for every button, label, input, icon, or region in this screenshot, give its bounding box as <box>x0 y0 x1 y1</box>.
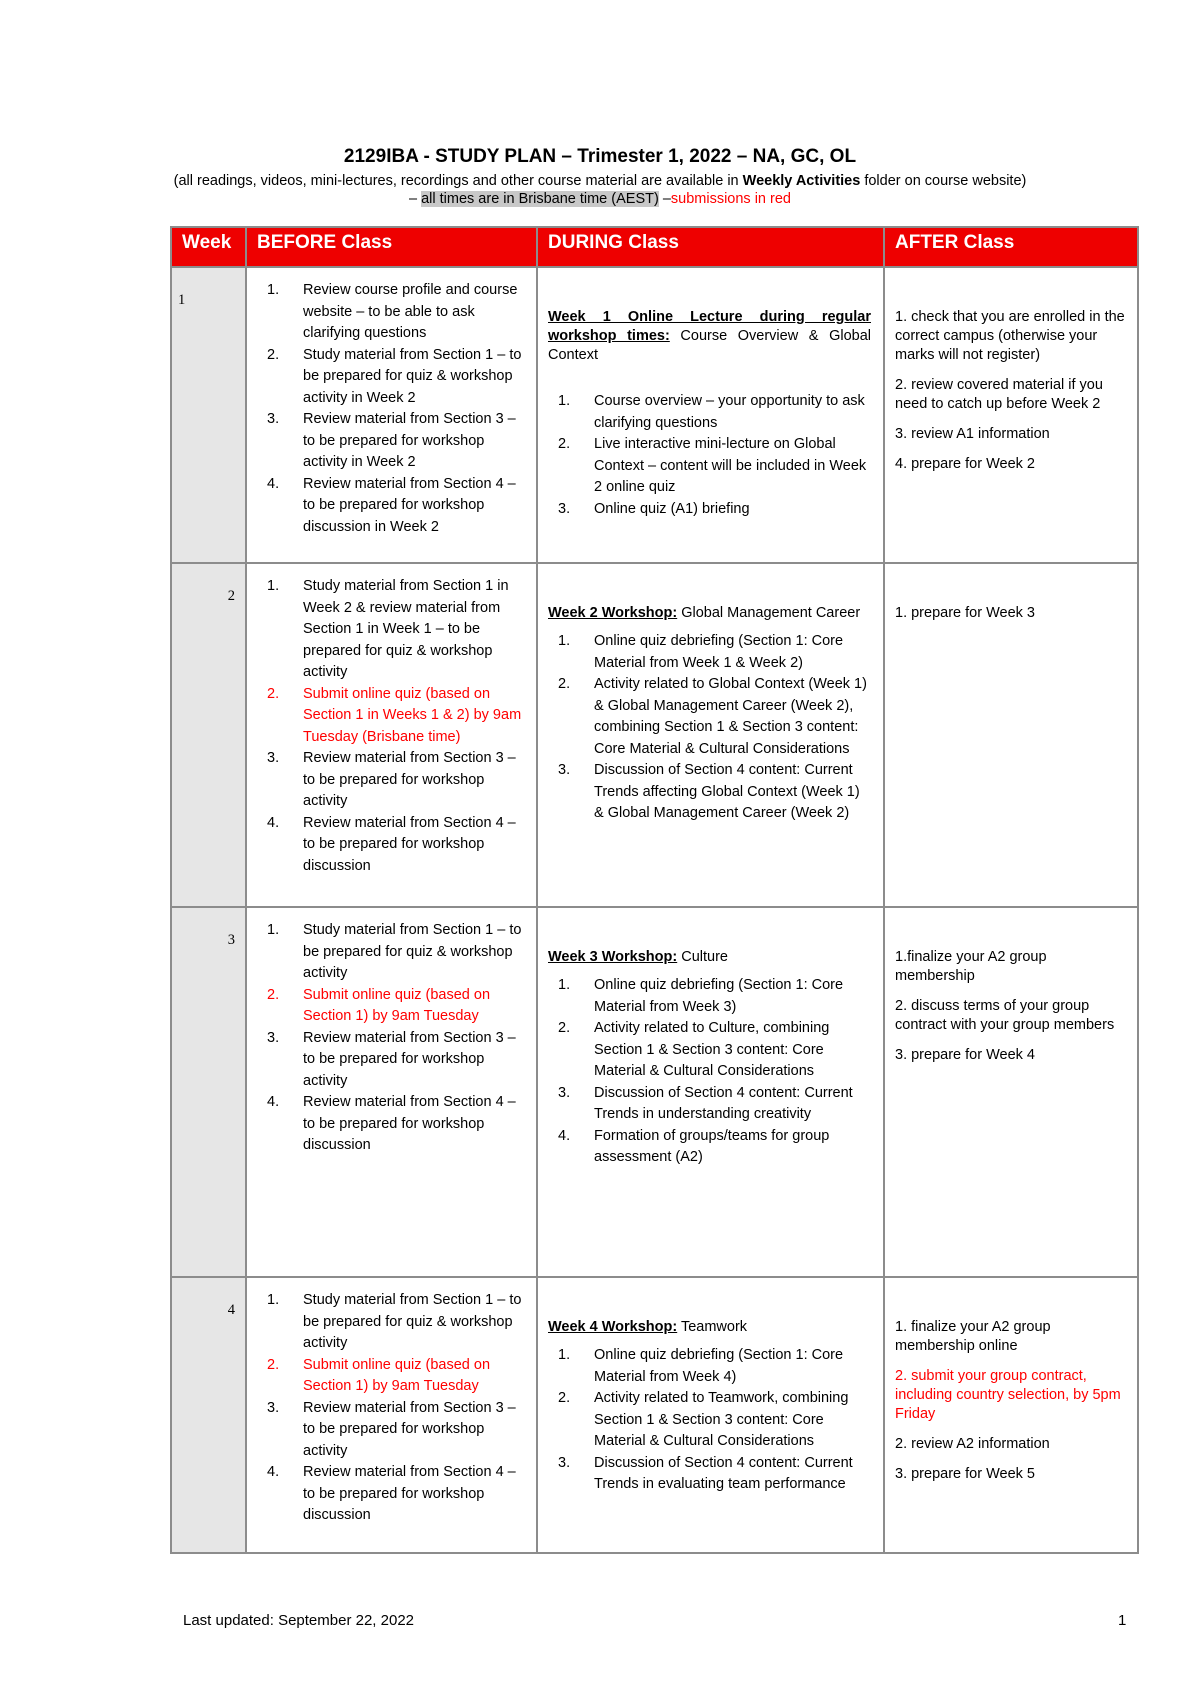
list-item-number: 1. <box>558 977 571 993</box>
list-item-text: Review material from Section 3 – to be prepared for workshop activity <box>303 1029 516 1089</box>
list-item <box>257 920 524 985</box>
week-number: 4 <box>227 1302 235 1318</box>
during-class-list <box>548 391 871 520</box>
list-item <box>257 1355 524 1398</box>
list-item-text: Discussion of Section 4 content: Current Trends affecting Global Context (Week 1) & Global Management Career (Week 2) <box>594 762 860 821</box>
list-item-number: 4. <box>267 814 280 831</box>
list-item-number: 3. <box>558 1454 571 1471</box>
list-item-text: Discussion of Section 4 content: Current Trends in evaluating team performance <box>594 1454 853 1492</box>
list-item <box>257 985 524 1028</box>
during-class-list <box>548 1345 871 1496</box>
session-topic: Teamwork <box>677 1319 748 1335</box>
list-item <box>257 345 524 410</box>
list-item-number: 2. <box>558 1390 571 1406</box>
after-class-item: 2. review A2 information <box>895 1436 1050 1452</box>
list-item <box>548 1388 871 1453</box>
list-item-number: 3. <box>267 1029 280 1046</box>
after-class-item: 1. prepare for Week 3 <box>895 605 1035 621</box>
list-item-text: Review material from Section 3 – to be prepared for workshop activity <box>303 1399 516 1459</box>
after-class-item: 2. discuss terms of your group contract with your group members <box>895 998 1115 1033</box>
list-item-number: 2. <box>558 436 571 452</box>
list-item-text: Submit online quiz (based on Section 1) by 9am Tuesday <box>303 1356 491 1394</box>
before-class-cell <box>246 267 537 563</box>
list-item-text: Review material from Section 4 – to be prepared for workshop discussion <box>303 814 516 874</box>
list-item-number: 2. <box>558 676 571 692</box>
list-item <box>257 1398 524 1463</box>
list-item-number: 2. <box>267 685 280 702</box>
session-heading <box>548 1318 871 1337</box>
list-item-text: Online quiz debriefing (Section 1: Core Material from Week 1 & Week 2) <box>594 633 844 671</box>
table-header-row <box>171 227 1138 267</box>
list-item <box>257 1462 524 1527</box>
week-number-cell <box>171 1277 246 1553</box>
list-item-number: 1. <box>267 1292 280 1308</box>
before-class-list <box>257 920 524 1157</box>
session-title: Week 3 Workshop: <box>548 949 678 965</box>
list-item-text: Review material from Section 4 – to be prepared for workshop discussion in Week 2 <box>303 475 516 535</box>
list-item <box>548 1126 871 1169</box>
during-class-cell <box>537 563 884 907</box>
page-title: 2129IBA - STUDY PLAN – Trimester 1, 2022 – NA, GC, OL <box>343 146 857 167</box>
list-item <box>548 674 871 760</box>
after-class-cell <box>884 907 1138 1277</box>
list-item <box>548 1453 871 1496</box>
list-item <box>257 1028 524 1093</box>
after-class-item: 2. review covered material if you need to catch up before Week 2 <box>895 377 1103 412</box>
list-item <box>548 631 871 674</box>
after-class-item: 1. check that you are enrolled in the correct campus (otherwise your marks will not register) <box>895 309 1125 363</box>
session-title: Week 4 Workshop: <box>548 1319 678 1335</box>
before-class-list <box>257 1290 524 1527</box>
after-class-item: 1.finalize your A2 group membership <box>895 949 1047 984</box>
before-class-cell <box>246 1277 537 1553</box>
session-heading <box>548 948 871 967</box>
during-class-list <box>548 631 871 825</box>
table-row <box>171 563 1138 907</box>
week-number: 1 <box>178 292 186 308</box>
list-item <box>257 1092 524 1157</box>
list-item-text: Online quiz debriefing (Section 1: Core Material from Week 3) <box>594 977 844 1015</box>
list-item <box>257 684 524 749</box>
session-heading <box>548 604 871 623</box>
list-item-text: Online quiz debriefing (Section 1: Core Material from Week 4) <box>594 1347 844 1385</box>
list-item-text: Activity related to Culture, combining Section 1 & Section 3 content: Core Material & Cultural Considerations <box>594 1020 830 1079</box>
list-item <box>257 576 524 684</box>
list-item <box>548 975 871 1018</box>
column-header-week: Week <box>171 227 246 267</box>
study-plan-table <box>170 226 1139 1554</box>
list-item-number: 3. <box>267 411 280 427</box>
after-class-item: 2. submit your group contract, including country selection, by 5pm Friday <box>895 1368 1121 1422</box>
list-item-number: 2. <box>267 346 280 363</box>
subtitle-text-pre: (all readings, videos, mini-lectures, recordings and other course material are available in <box>173 173 743 189</box>
list-item-text: Review material from Section 4 – to be prepared for workshop discussion <box>303 1094 516 1153</box>
list-item <box>257 748 524 813</box>
week-number-cell <box>171 563 246 907</box>
column-header-during: DURING Class <box>537 227 884 267</box>
list-item <box>257 409 524 474</box>
column-header-after: AFTER Class <box>884 227 1138 267</box>
week-number: 2 <box>227 588 235 604</box>
session-topic: Culture <box>677 949 728 965</box>
table-row <box>171 267 1138 563</box>
list-item-number: 1. <box>267 922 280 938</box>
list-item-number: 1. <box>267 578 280 594</box>
table-row <box>171 1277 1138 1553</box>
list-item-number: 1. <box>558 633 571 649</box>
list-item <box>548 434 871 499</box>
list-item-text: Course overview – your opportunity to ask clarifying questions <box>594 393 865 431</box>
list-item-text: Activity related to Teamwork, combining Section 1 & Section 3 content: Core Material & Cultural Considerations <box>594 1390 849 1449</box>
list-item-text: Online quiz (A1) briefing <box>594 500 750 517</box>
footer-page-number: 1 <box>1118 1612 1127 1629</box>
session-heading <box>548 308 871 365</box>
list-item-number: 4. <box>267 475 280 492</box>
list-item-text: Discussion of Section 4 content: Current Trends in understanding creativity <box>594 1084 853 1122</box>
list-item-number: 2. <box>267 986 280 1003</box>
list-item <box>548 1083 871 1126</box>
before-class-cell <box>246 907 537 1277</box>
after-class-cell <box>884 1277 1138 1553</box>
after-class-cell <box>884 267 1138 563</box>
list-item-number: 2. <box>267 1356 280 1373</box>
list-item <box>548 1345 871 1388</box>
list-item <box>257 474 524 539</box>
table-row <box>171 907 1138 1277</box>
after-class-item: 1. finalize your A2 group membership online <box>895 1319 1051 1354</box>
list-item-text: Activity related to Global Context (Week 1) & Global Management Career (Week 2), combining Section 1 & Section 3 content: Core Material & Cultural Considerations <box>594 676 867 757</box>
list-item-number: 2. <box>558 1020 571 1036</box>
list-item <box>257 1290 524 1355</box>
list-item-text: Formation of groups/teams for group assessment (A2) <box>594 1127 830 1165</box>
list-item-number: 3. <box>267 1399 280 1416</box>
list-item-number: 3. <box>558 500 571 517</box>
during-class-cell <box>537 1277 884 1553</box>
list-item-text: Submit online quiz (based on Section 1 in Weeks 1 & 2) by 9am Tuesday (Brisbane time) <box>303 685 522 745</box>
list-item-text: Review material from Section 3 – to be prepared for workshop activity in Week 2 <box>303 411 516 470</box>
list-item <box>548 1018 871 1083</box>
during-class-cell <box>537 907 884 1277</box>
subtitle-bold-folder: Weekly Activities <box>742 173 861 189</box>
list-item-text: Review material from Section 3 – to be prepared for workshop activity <box>303 750 516 809</box>
after-class-cell <box>884 563 1138 907</box>
before-class-list <box>257 280 524 538</box>
list-item-number: 3. <box>558 762 571 778</box>
after-class-item: 4. prepare for Week 2 <box>895 456 1035 472</box>
session-title: Week 2 Workshop: <box>548 605 678 621</box>
column-header-before: BEFORE Class <box>246 227 537 267</box>
after-class-item: 3. prepare for Week 5 <box>895 1466 1035 1482</box>
list-item <box>548 391 871 434</box>
list-item-number: 4. <box>267 1094 280 1110</box>
week-number: 3 <box>227 932 235 948</box>
list-item-number: 4. <box>558 1127 571 1144</box>
list-item-text: Study material from Section 1 – to be prepared for quiz & workshop activity <box>303 1292 522 1351</box>
session-topic: Course Overview & Global Context <box>548 328 871 363</box>
list-item <box>548 499 871 521</box>
before-class-cell <box>246 563 537 907</box>
list-item-text: Live interactive mini-lecture on Global Context – content will be included in Week 2 online quiz <box>594 436 867 495</box>
list-item-text: Study material from Section 1 – to be prepared for quiz & workshop activity <box>303 922 522 981</box>
during-class-cell <box>537 267 884 563</box>
after-class-item: 3. review A1 information <box>895 426 1050 442</box>
list-item-number: 1. <box>558 393 571 409</box>
page-subtitle <box>170 172 1030 208</box>
list-item-text: Study material from Section 1 – to be prepared for quiz & workshop activity in Week 2 <box>303 346 522 406</box>
list-item-number: 1. <box>267 282 280 298</box>
list-item-text: Study material from Section 1 in Week 2 & review material from Section 1 in Week 1 – to be prepared for quiz & workshop activity <box>303 578 509 680</box>
list-item <box>548 760 871 825</box>
list-item-text: Review course profile and course website – to be able to ask clarifying questions <box>303 282 518 341</box>
subtitle-text-mid: folder on course website) – <box>409 173 1027 207</box>
session-title: Week 1 Online Lecture during regular workshop times: <box>548 309 871 344</box>
list-item <box>257 813 524 878</box>
subtitle-highlight: all times are in Brisbane time (AEST) <box>421 191 659 207</box>
subtitle-red-note: submissions in red <box>670 191 791 207</box>
list-item-text: Review material from Section 4 – to be prepared for workshop discussion <box>303 1464 516 1523</box>
list-item-number: 1. <box>558 1347 571 1363</box>
list-item <box>257 280 524 345</box>
during-class-list <box>548 975 871 1169</box>
week-number-cell <box>171 907 246 1277</box>
after-class-item: 3. prepare for Week 4 <box>895 1047 1035 1063</box>
list-item-number: 4. <box>267 1464 280 1480</box>
before-class-list <box>257 576 524 877</box>
subtitle-dash: – <box>658 191 671 207</box>
list-item-text: Submit online quiz (based on Section 1) by 9am Tuesday <box>303 986 491 1024</box>
session-topic: Global Management Career <box>677 605 861 621</box>
list-item-number: 3. <box>558 1084 571 1101</box>
list-item-number: 3. <box>267 750 280 766</box>
footer-last-updated: Last updated: September 22, 2022 <box>183 1612 415 1629</box>
week-number-cell <box>171 267 246 563</box>
